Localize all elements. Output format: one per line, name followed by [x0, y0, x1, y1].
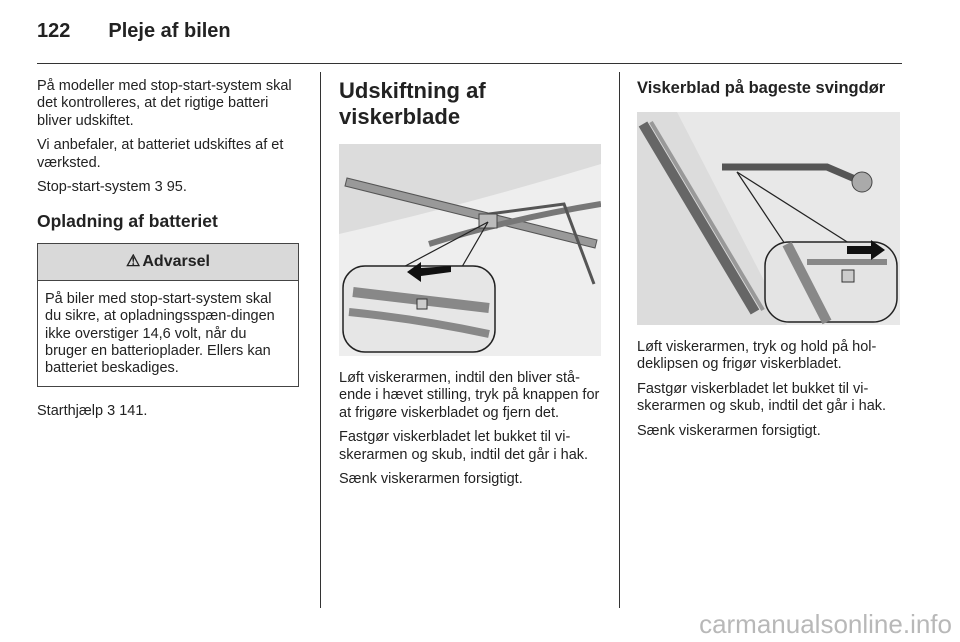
warning-header — [38, 244, 298, 281]
paragraph: Sænk viskerarmen forsigtigt. — [637, 422, 821, 439]
warning-box — [37, 243, 299, 387]
warning-text: På biler med stop-start-system skal du sikre, at opladningsspæn-dingen ikke overstiger 14,6 volt, når du bruger en batterioplader. Ellers kan batteriet beskadiges. — [45, 290, 275, 377]
header-rule — [37, 63, 902, 64]
section-heading: Viskerblad på bageste svingdør — [637, 79, 886, 97]
paragraph: Fastgør viskerbladet let bukket til vi-skerarmen og skub, indtil det går i hak. — [339, 429, 589, 463]
warning-title: Advarsel — [142, 253, 210, 271]
column-3 — [637, 78, 905, 447]
column-1 — [37, 78, 305, 427]
paragraph: Løft viskerarmen, tryk og hold på hol-deklipsen og frigør viskerbladet. — [637, 339, 877, 373]
watermark: carmanualsonline.info — [699, 609, 952, 639]
paragraph: Sænk viskerarmen forsigtigt. — [339, 471, 523, 488]
paragraph: Stop-start-system 3 95. — [37, 179, 187, 196]
wiper-blade-illustration — [339, 144, 601, 356]
section-heading: Udskiftning af viskerblade — [339, 78, 486, 129]
paragraph: På modeller med stop-start-system skal det kontrolleres, at det rigtige batteri bliver udskiftet. — [37, 78, 292, 129]
paragraph: Vi anbefaler, at batteriet udskiftes af et værksted. — [37, 137, 284, 171]
column-divider — [320, 72, 321, 608]
page-title: Pleje af bilen — [108, 20, 231, 42]
column-2 — [339, 78, 605, 495]
page-number: 122 — [37, 20, 71, 42]
paragraph: Fastgør viskerbladet let bukket til vi-skerarmen og skub, indtil det går i hak. — [637, 380, 887, 415]
rear-wiper-illustration — [637, 112, 900, 325]
warning-icon: ⚠ — [126, 253, 141, 271]
paragraph: Starthjælp 3 141. — [37, 402, 148, 419]
page-header — [37, 20, 231, 43]
column-divider — [619, 72, 620, 608]
section-heading: Opladning af batteriet — [37, 211, 218, 232]
paragraph: Løft viskerarmen, indtil den bliver stå-ende i hævet stilling, tryk på knappen for at frigøre viskerbladet og fjern det. — [339, 370, 600, 421]
